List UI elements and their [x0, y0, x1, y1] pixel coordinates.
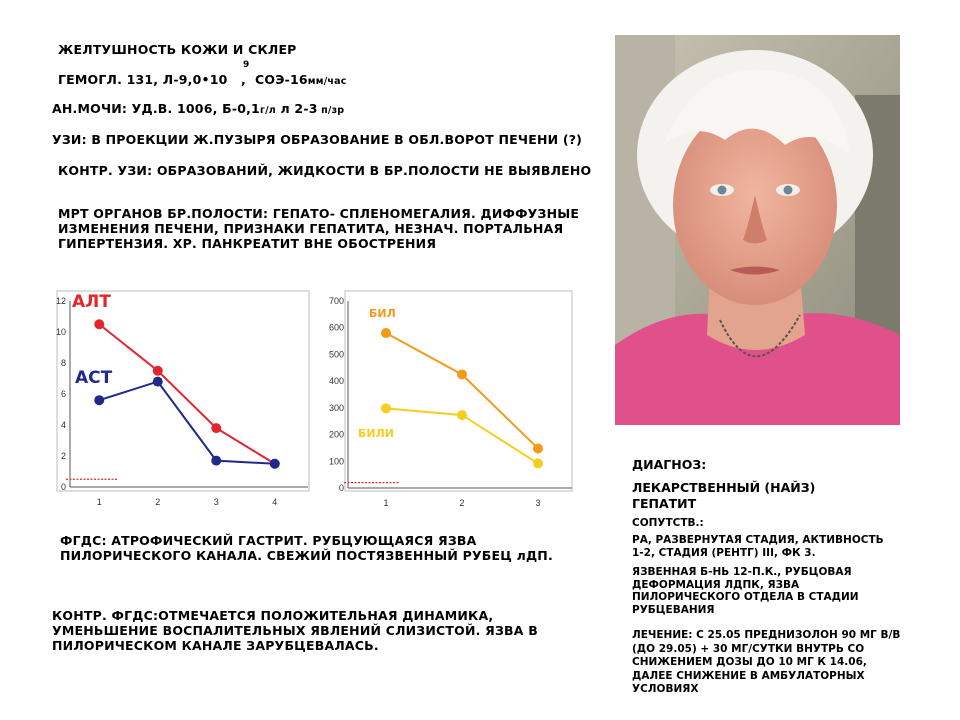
finding-mri: МРТ ОРГАНОВ БР.ПОЛОСТИ: ГЕПАТО- СПЛЕНОМЕГАЛИЯ. ДИФФУЗНЫЕ ИЗМЕНЕНИЯ ПЕЧЕНИ, ПРИЗНАКИ ГЕПАТИТА, НЕЗНАЧ. ПОРТАЛЬНАЯ ГИПЕРТЕНЗИЯ. ХР. ПАНКРЕАТИТ ВНЕ ОБОСТРЕНИЯ	[58, 206, 580, 251]
data-point	[381, 328, 391, 338]
y-tick-label: 200	[328, 429, 344, 440]
hb-exponent: 9	[243, 60, 250, 70]
x-tick-label: 3	[213, 497, 219, 507]
y-tick-label: 0	[60, 482, 66, 492]
comorbid-ra: РА, РАЗВЕРНУТАЯ СТАДИЯ, АКТИВНОСТЬ 1-2, СТАДИЯ (РЕНТГ) III, ФК 3.	[632, 534, 884, 559]
finding-jaundice: ЖЕЛТУШНОСТЬ КОЖИ И СКЛЕР	[58, 42, 297, 57]
series-label-bil-2: БИЛИ	[358, 427, 394, 440]
x-tick-label: 2	[155, 497, 161, 507]
x-tick-label: 3	[535, 498, 541, 508]
y-tick-label: 8	[60, 358, 66, 368]
diagnosis-title: ДИАГНОЗ:	[632, 457, 707, 472]
series-label-ast: АСТ	[75, 368, 113, 388]
data-point	[270, 459, 280, 469]
data-point	[533, 443, 543, 453]
data-point	[381, 403, 391, 413]
chart-bilirubin	[318, 290, 578, 515]
data-point	[94, 395, 104, 405]
y-tick-label: 4	[60, 420, 66, 430]
data-point	[457, 369, 467, 379]
finding-uzi: УЗИ: В ПРОЕКЦИИ Ж.ПУЗЫРЯ ОБРАЗОВАНИЕ В ОБЛ.ВОРОТ ПЕЧЕНИ (?)	[52, 132, 583, 147]
x-tick-label: 1	[96, 497, 102, 507]
soe-unit: мм/час	[307, 76, 347, 87]
finding-fgds: ФГДС: АТРОФИЧЕСКИЙ ГАСТРИТ. РУБЦУЮЩАЯСЯ ЯЗВА ПИЛОРИЧЕСКОГО КАНАЛА. СВЕЖИЙ ПОСТЯЗВЕННЫЙ РУБЕЦ лДП.	[60, 533, 553, 563]
y-tick-label: 500	[328, 349, 344, 360]
patient-photo	[615, 35, 900, 425]
finding-fgds-control: КОНТР. ФГДС:ОТМЕЧАЕТСЯ ПОЛОЖИТЕЛЬНАЯ ДИНАМИКА, УМЕНЬШЕНИЕ ВОСПАЛИТЕЛЬНЫХ ЯВЛЕНИЙ СЛИЗИСТОЙ. ЯЗВА В ПИЛОРИЧЕСКОМ КАНАЛЕ ЗАРУБЦЕВАЛАСЬ.	[52, 608, 538, 653]
series-line	[386, 333, 538, 448]
y-tick-label: 2	[60, 451, 66, 461]
x-tick-label: 2	[459, 498, 465, 508]
finding-hemoglobin	[58, 72, 228, 87]
data-point	[153, 377, 163, 387]
series-line	[99, 382, 275, 464]
series-label-alt: АЛТ	[72, 292, 111, 312]
finding-uzi-control: КОНТР. УЗИ: ОБРАЗОВАНИЙ, ЖИДКОСТИ В БР.ПОЛОСТИ НЕ ВЫЯВЛЕНО	[58, 163, 592, 178]
x-tick-label: 1	[383, 498, 389, 508]
urine-l: л 2-3	[275, 101, 318, 116]
y-tick-label: 12	[55, 296, 66, 306]
finding-urine	[52, 101, 344, 118]
data-point	[211, 423, 221, 433]
y-tick-label: 300	[328, 402, 344, 413]
hb-values: ГЕМОГЛ. 131, Л-9,0•10	[58, 72, 228, 87]
soe-value: СОЭ-16	[255, 72, 308, 87]
y-tick-label: 0	[338, 483, 344, 493]
series-line	[99, 324, 275, 464]
series-label-bil-1: БИЛ	[369, 307, 396, 320]
data-point	[533, 458, 543, 468]
data-point	[457, 410, 467, 420]
diagnosis-text: ЛЕКАРСТВЕННЫЙ (НАЙЗ) ГЕПАТИТ	[632, 480, 816, 511]
x-tick-label: 4	[272, 497, 278, 507]
comorbid-title: СОПУТСТВ.:	[632, 517, 704, 529]
y-tick-label: 700	[328, 296, 344, 306]
data-point	[153, 366, 163, 376]
hb-comma: ,	[241, 72, 246, 87]
data-point	[211, 456, 221, 466]
treatment-text: ЛЕЧЕНИЕ: С 25.05 ПРЕДНИЗОЛОН 90 МГ В/В (ДО 29.05) + 30 МГ/СУТКИ ВНУТРЬ СО СНИЖЕНИЕМ ДОЗЫ ДО 10 МГ К 14.06, ДАЛЕЕ СНИЖЕНИЕ В АМБУЛАТОРНЫХ УСЛОВИЯХ	[632, 629, 901, 695]
chart-alt-ast	[45, 290, 310, 515]
comorbid-ulcer: ЯЗВЕННАЯ Б-НЬ 12-П.К., РУБЦОВАЯ ДЕФОРМАЦИЯ ЛДПК, ЯЗВА ПИЛОРИЧЕСКОГО ОТДЕЛА В СТАДИИ РУБЦЕВАНИЯ	[632, 566, 859, 616]
data-point	[94, 319, 104, 329]
urine-unit-pzr: п/зр	[317, 105, 345, 116]
y-tick-label: 600	[328, 322, 344, 333]
y-tick-label: 100	[328, 456, 344, 467]
y-tick-label: 6	[60, 389, 66, 399]
finding-soe	[255, 72, 347, 89]
y-tick-label: 400	[328, 376, 344, 387]
urine-unit-gl: г/л	[259, 105, 276, 116]
y-tick-label: 10	[55, 327, 66, 337]
urine-values: АН.МОЧИ: УД.В. 1006, Б-0,1	[52, 101, 260, 116]
